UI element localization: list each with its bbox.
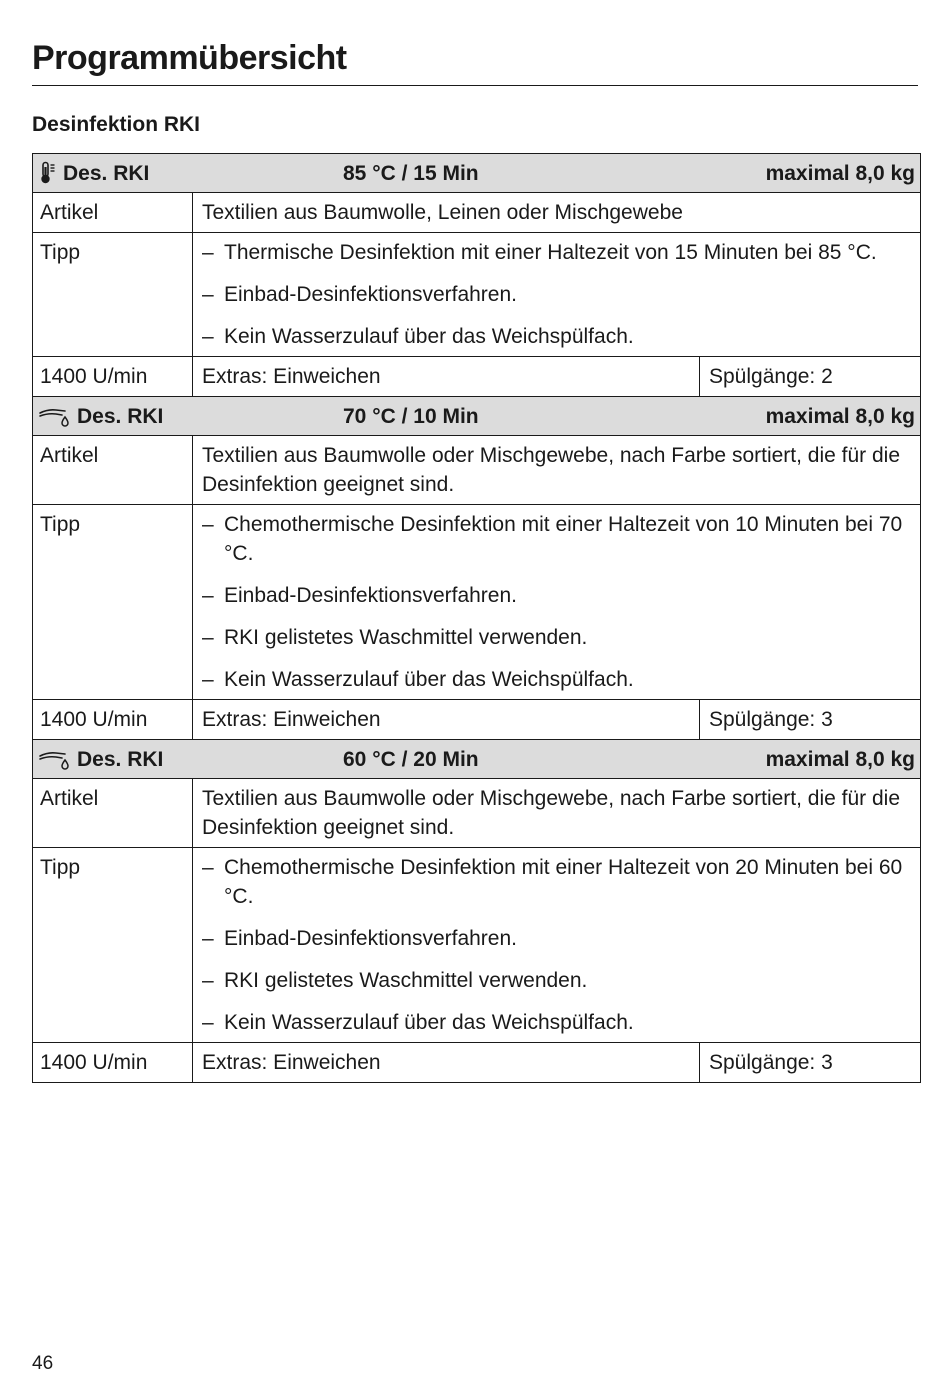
tip-text: Einbad-Desinfektionsverfahren. xyxy=(224,584,517,607)
program-max-load: maximal 8,0 kg xyxy=(765,161,915,185)
spin-speed: 1400 U/min xyxy=(33,700,193,740)
program-temperature-time: 60 °C / 20 Min xyxy=(343,747,479,771)
tips-row xyxy=(33,233,921,357)
program-name: Des. RKI xyxy=(77,747,164,771)
program-header-row xyxy=(33,397,921,436)
spin-speed: 1400 U/min xyxy=(33,357,193,397)
dash-marker: – xyxy=(202,626,214,649)
program-max-load: maximal 8,0 kg xyxy=(765,747,915,771)
extras-value: Extras: Einweichen xyxy=(193,357,700,397)
dash-marker: – xyxy=(202,856,214,879)
dash-marker: – xyxy=(202,513,214,536)
program-header-cell xyxy=(33,154,921,193)
tip-text: Einbad-Desinfektionsverfahren. xyxy=(224,283,517,306)
articles-label: Artikel xyxy=(33,193,193,233)
tip-item xyxy=(202,510,913,568)
program-table xyxy=(32,153,921,1083)
dash-marker: – xyxy=(202,283,214,306)
tip-text: Thermische Desinfektion mit einer Haltezeit von 15 Minuten bei 85 °C. xyxy=(224,241,877,264)
articles-value: Textilien aus Baumwolle oder Mischgewebe, nach Farbe sortiert, die für die Desinfektion geeignet sind. xyxy=(193,779,921,848)
dash-marker: – xyxy=(202,1011,214,1034)
tip-text: Chemothermische Desinfektion mit einer Haltezeit von 10 Minuten bei 70 °C. xyxy=(224,513,903,565)
tip-item xyxy=(202,581,913,610)
program-table-container xyxy=(32,153,920,1083)
tips-label: Tipp xyxy=(33,233,193,357)
tip-item xyxy=(202,238,913,267)
tip-item xyxy=(202,623,913,652)
rinse-count: Spülgänge: 2 xyxy=(700,357,921,397)
program-header-row xyxy=(33,740,921,779)
tips-cell xyxy=(193,848,921,1043)
thermometer-icon xyxy=(38,161,58,185)
dash-marker: – xyxy=(202,927,214,950)
tip-text: Chemothermische Desinfektion mit einer Haltezeit von 20 Minuten bei 60 °C. xyxy=(224,856,903,908)
extras-value: Extras: Einweichen xyxy=(193,700,700,740)
settings-row xyxy=(33,700,921,740)
page-number: 46 xyxy=(32,1353,54,1374)
tips-list xyxy=(202,238,913,351)
program-max-load: maximal 8,0 kg xyxy=(765,404,915,428)
program-header-cell xyxy=(33,740,921,779)
program-header-row xyxy=(33,154,921,193)
tip-text: RKI gelistetes Waschmittel verwenden. xyxy=(224,969,588,992)
tip-item xyxy=(202,322,913,351)
articles-value: Textilien aus Baumwolle, Leinen oder Mischgewebe xyxy=(193,193,921,233)
tips-label: Tipp xyxy=(33,848,193,1043)
tips-cell xyxy=(193,233,921,357)
extras-value: Extras: Einweichen xyxy=(193,1043,700,1083)
settings-row xyxy=(33,1043,921,1083)
tip-text: Kein Wasserzulauf über das Weichspülfach. xyxy=(224,1011,634,1034)
tip-item xyxy=(202,280,913,309)
dash-marker: – xyxy=(202,969,214,992)
articles-row xyxy=(33,436,921,505)
articles-row xyxy=(33,193,921,233)
dash-marker: – xyxy=(202,668,214,691)
settings-row xyxy=(33,357,921,397)
program-temperature-time: 70 °C / 10 Min xyxy=(343,404,479,428)
tip-text: RKI gelistetes Waschmittel verwenden. xyxy=(224,626,588,649)
tip-text: Kein Wasserzulauf über das Weichspülfach. xyxy=(224,668,634,691)
section-title: Desinfektion RKI xyxy=(32,113,201,136)
tip-item xyxy=(202,853,913,911)
tip-item xyxy=(202,924,913,953)
tips-row xyxy=(33,505,921,700)
program-name: Des. RKI xyxy=(77,404,164,428)
spin-speed: 1400 U/min xyxy=(33,1043,193,1083)
program-name: Des. RKI xyxy=(63,161,150,185)
dash-marker: – xyxy=(202,584,214,607)
tip-item xyxy=(202,1008,913,1037)
tips-row xyxy=(33,848,921,1043)
tip-item xyxy=(202,665,913,694)
articles-value: Textilien aus Baumwolle oder Mischgewebe, nach Farbe sortiert, die für die Desinfektion geeignet sind. xyxy=(193,436,921,505)
articles-row xyxy=(33,779,921,848)
chemical-dosing-icon xyxy=(38,748,72,770)
tip-text: Einbad-Desinfektionsverfahren. xyxy=(224,927,517,950)
tip-text: Kein Wasserzulauf über das Weichspülfach. xyxy=(224,325,634,348)
rinse-count: Spülgänge: 3 xyxy=(700,700,921,740)
chemical-dosing-icon xyxy=(38,405,72,427)
articles-label: Artikel xyxy=(33,436,193,505)
rinse-count: Spülgänge: 3 xyxy=(700,1043,921,1083)
dash-marker: – xyxy=(202,241,214,264)
program-header-cell xyxy=(33,397,921,436)
articles-label: Artikel xyxy=(33,779,193,848)
page-title: Programmübersicht xyxy=(32,39,347,77)
tips-list xyxy=(202,853,913,1037)
tip-item xyxy=(202,966,913,995)
tips-list xyxy=(202,510,913,694)
dash-marker: – xyxy=(202,325,214,348)
title-divider xyxy=(32,85,918,86)
tips-cell xyxy=(193,505,921,700)
program-temperature-time: 85 °C / 15 Min xyxy=(343,161,479,185)
tips-label: Tipp xyxy=(33,505,193,700)
